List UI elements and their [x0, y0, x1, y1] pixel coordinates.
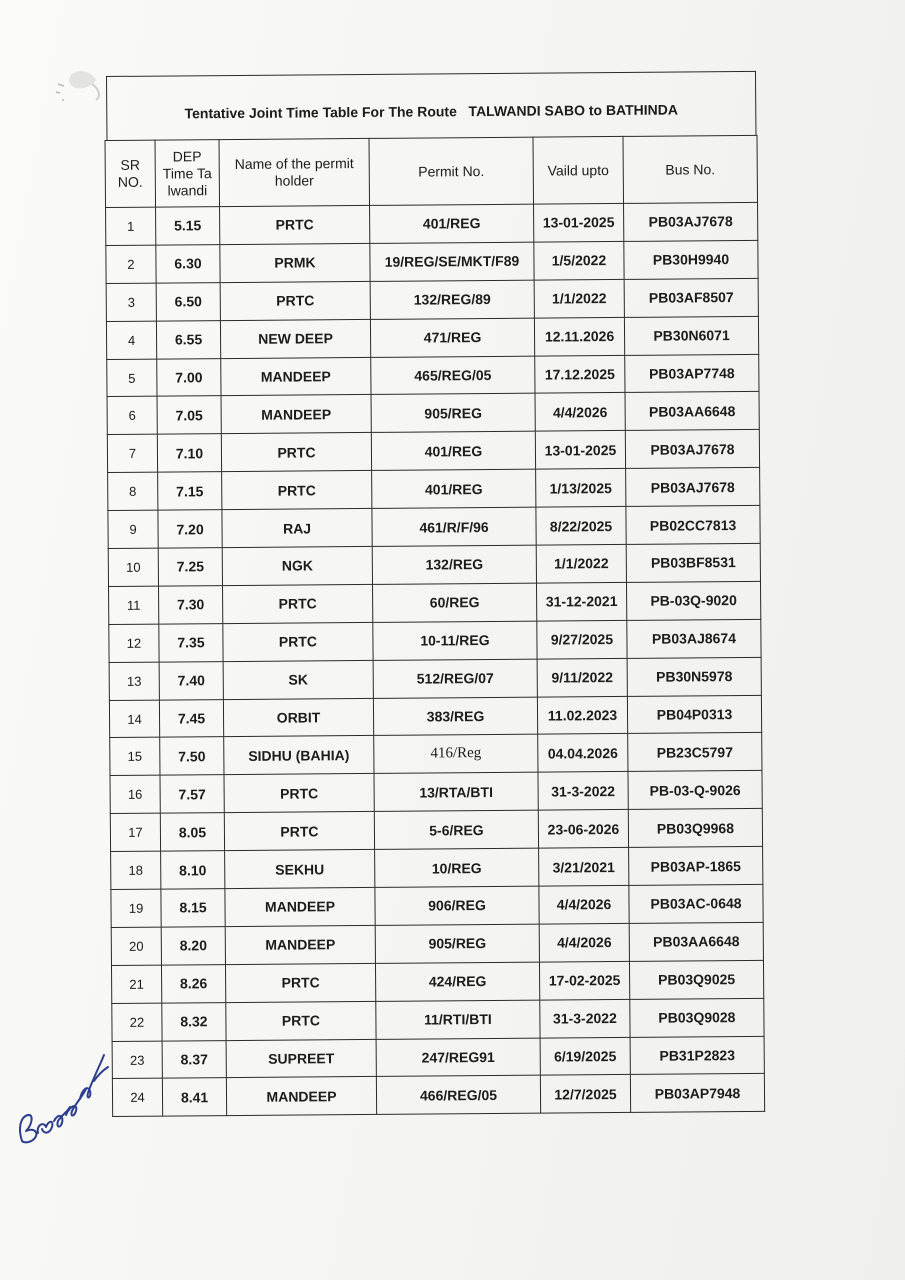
row-dep-time: 8.32 [162, 1002, 226, 1040]
row-dep-time: 7.57 [160, 775, 224, 813]
row-sr: 20 [111, 927, 161, 965]
row-valid-upto: 31-12-2021 [536, 582, 626, 621]
row-sr: 16 [110, 775, 160, 813]
row-permit-no: 905/REG [375, 924, 539, 963]
header-dep-time: DEP Time Ta lwandi [155, 140, 220, 208]
row-permit-holder: PRTC [225, 963, 375, 1002]
row-dep-time: 7.20 [158, 510, 222, 548]
row-permit-holder: MANDEEP [225, 925, 375, 964]
row-valid-upto: 12/7/2025 [540, 1075, 630, 1114]
row-permit-no: 905/REG [371, 394, 535, 433]
row-sr: 7 [107, 434, 157, 472]
row-permit-no: 5-6/REG [374, 810, 538, 849]
row-permit-no: 132/REG/89 [370, 280, 534, 319]
row-permit-no: 512/REG/07 [373, 659, 537, 698]
row-bus-no: PB03AA6648 [629, 922, 763, 961]
row-valid-upto: 17.12.2025 [535, 355, 625, 394]
row-sr: 22 [112, 1003, 162, 1041]
row-valid-upto: 6/19/2025 [540, 1037, 630, 1076]
row-permit-holder: PRTC [222, 471, 372, 510]
table-row [109, 657, 761, 700]
row-permit-holder: PRTC [220, 281, 370, 320]
table-row [111, 960, 763, 1003]
row-valid-upto: 1/5/2022 [534, 241, 624, 280]
timetable-title [106, 71, 756, 140]
row-valid-upto: 31-3-2022 [538, 772, 628, 811]
table-row [111, 884, 763, 927]
row-bus-no: PB23C5797 [628, 733, 762, 772]
row-sr: 17 [110, 813, 160, 851]
row-permit-holder: ORBIT [223, 698, 373, 737]
row-permit-no: 401/REG [372, 469, 536, 508]
row-permit-holder: MANDEEP [221, 357, 371, 396]
row-dep-time: 8.37 [162, 1040, 226, 1078]
row-permit-holder: SEKHU [225, 850, 375, 889]
table-row [109, 619, 761, 662]
row-dep-time: 7.40 [159, 661, 223, 699]
row-valid-upto: 4/4/2026 [539, 885, 629, 924]
row-valid-upto: 1/1/2022 [534, 279, 624, 318]
header-valid-upto: Vaild upto [533, 136, 624, 204]
row-permit-holder: PRTC [224, 812, 374, 851]
row-sr: 6 [107, 397, 157, 435]
table-row [109, 695, 761, 738]
row-bus-no: PB-03-Q-9026 [628, 771, 762, 810]
row-permit-no: 466/REG/05 [376, 1076, 540, 1115]
row-dep-time: 7.10 [157, 434, 221, 472]
row-bus-no: PB03Q9028 [630, 998, 764, 1037]
row-sr: 19 [111, 889, 161, 927]
row-valid-upto: 13-01-2025 [534, 203, 624, 242]
row-bus-no: PB30H9940 [624, 240, 758, 279]
row-permit-no: 401/REG [370, 204, 534, 243]
table-row [107, 392, 759, 435]
row-bus-no: PB03BF8531 [626, 543, 760, 582]
title-prefix: Tentative Joint Time Table For The Route [184, 102, 457, 121]
row-dep-time: 8.41 [162, 1078, 226, 1116]
table-row [110, 809, 762, 852]
row-valid-upto: 13-01-2025 [535, 431, 625, 470]
header-row [105, 135, 758, 207]
row-dep-time: 6.50 [156, 282, 220, 320]
row-dep-time: 7.25 [158, 548, 222, 586]
table-row [111, 846, 763, 889]
timetable [104, 71, 764, 1123]
row-bus-no: PB03AP-1865 [629, 846, 763, 885]
row-sr: 14 [109, 700, 159, 738]
table-row [109, 581, 761, 624]
row-dep-time: 8.26 [161, 964, 225, 1002]
row-sr: 8 [108, 472, 158, 510]
row-bus-no: PB30N5978 [627, 657, 761, 696]
row-sr: 13 [109, 662, 159, 700]
row-bus-no: PB03AP7948 [630, 1074, 764, 1113]
table-row [106, 202, 758, 245]
row-permit-holder: MANDEEP [225, 887, 375, 926]
row-valid-upto: 4/4/2026 [535, 393, 625, 432]
row-permit-no: 10-11/REG [373, 621, 537, 660]
row-permit-holder: PRMK [220, 243, 370, 282]
row-dep-time: 8.05 [160, 813, 224, 851]
row-bus-no: PB03AP7748 [625, 354, 759, 393]
row-permit-no: 11/RTI/BTI [376, 1000, 540, 1039]
row-bus-no: PB03AF8507 [624, 278, 758, 317]
row-sr: 15 [110, 738, 160, 776]
row-bus-no: PB03AC-0648 [629, 884, 763, 923]
row-sr: 18 [111, 851, 161, 889]
row-valid-upto: 9/27/2025 [537, 620, 627, 659]
table-row [106, 316, 758, 359]
header-permit-holder: Name of the permit holder [219, 138, 370, 206]
row-sr: 12 [109, 624, 159, 662]
row-permit-holder: SIDHU (BAHIA) [224, 736, 374, 775]
row-permit-holder: MANDEEP [221, 395, 371, 434]
row-sr: 11 [109, 586, 159, 624]
row-permit-holder: NEW DEEP [220, 319, 370, 358]
row-permit-no: 471/REG [370, 318, 534, 357]
table-row [112, 998, 764, 1041]
header-bus-no: Bus No. [623, 135, 758, 203]
title-route: TALWANDI SABO to BATHINDA [468, 100, 679, 119]
row-permit-no: 465/REG/05 [371, 356, 535, 395]
row-valid-upto: 4/4/2026 [539, 923, 629, 962]
row-bus-no: PB03AJ8674 [627, 619, 761, 658]
row-dep-time: 8.15 [161, 889, 225, 927]
row-permit-no: 132/REG [372, 545, 536, 584]
row-permit-no: 247/REG91 [376, 1038, 540, 1077]
row-permit-no: 424/REG [375, 962, 539, 1001]
row-sr: 23 [112, 1041, 162, 1079]
row-dep-time: 7.05 [157, 396, 221, 434]
row-permit-no: 461/R/F/96 [372, 507, 536, 546]
paper-smudge [52, 66, 112, 110]
table-row [112, 1074, 764, 1117]
table-row [108, 505, 760, 548]
row-permit-holder: NGK [222, 546, 372, 585]
row-dep-time: 7.15 [158, 472, 222, 510]
row-valid-upto: 11.02.2023 [537, 696, 627, 735]
table-row [108, 468, 760, 511]
row-sr: 1 [106, 207, 156, 245]
row-dep-time: 5.15 [156, 207, 220, 245]
row-permit-no: 13/RTA/BTI [374, 772, 538, 811]
row-permit-no: 60/REG [373, 583, 537, 622]
row-valid-upto: 31-3-2022 [540, 999, 630, 1038]
row-sr: 4 [106, 321, 156, 359]
table-row [111, 922, 763, 965]
row-bus-no: PB31P2823 [630, 1036, 764, 1075]
row-bus-no: PB03Q9025 [629, 960, 763, 999]
row-permit-no: 401/REG [371, 431, 535, 470]
row-dep-time: 6.55 [156, 320, 220, 358]
row-bus-no: PB30N6071 [624, 316, 758, 355]
row-permit-holder: PRTC [223, 622, 373, 661]
row-valid-upto: 8/22/2025 [536, 507, 626, 546]
row-sr: 5 [107, 359, 157, 397]
row-dep-time: 6.30 [156, 244, 220, 282]
table-row [112, 1036, 764, 1079]
table-row [106, 278, 758, 321]
table-row [108, 543, 760, 586]
row-bus-no: PB03AJ7678 [626, 468, 760, 507]
handwritten-signature [8, 1025, 118, 1155]
row-bus-no: PB04P0313 [627, 695, 761, 734]
row-permit-no: 416/Reg [374, 735, 538, 774]
row-permit-holder: PRTC [226, 1001, 376, 1040]
row-permit-no: 383/REG [373, 697, 537, 736]
row-valid-upto: 23-06-2026 [538, 810, 628, 849]
row-dep-time: 7.00 [157, 358, 221, 396]
row-bus-no: PB03AJ7678 [625, 430, 759, 469]
row-permit-holder: MANDEEP [226, 1077, 376, 1116]
header-permit-no: Permit No. [369, 137, 534, 205]
row-bus-no: PB03AJ7678 [624, 202, 758, 241]
row-valid-upto: 1/13/2025 [536, 469, 626, 508]
row-sr: 9 [108, 510, 158, 548]
row-dep-time: 8.20 [161, 926, 225, 964]
header-sr: SR NO. [105, 140, 156, 207]
row-permit-holder: RAJ [222, 509, 372, 548]
row-permit-holder: PRTC [221, 433, 371, 472]
row-permit-holder: PRTC [224, 774, 374, 813]
row-permit-no: 906/REG [375, 886, 539, 925]
row-valid-upto: 1/1/2022 [536, 544, 626, 583]
table-row [107, 430, 759, 473]
row-valid-upto: 3/21/2021 [539, 848, 629, 887]
table-row [110, 771, 762, 814]
row-permit-holder: PRTC [223, 584, 373, 623]
row-permit-holder: PRTC [220, 205, 370, 244]
row-bus-no: PB-03Q-9020 [626, 581, 760, 620]
row-sr: 24 [112, 1079, 162, 1117]
row-sr: 10 [108, 548, 158, 586]
row-valid-upto: 12.11.2026 [534, 317, 624, 356]
row-bus-no: PB03Q9968 [628, 809, 762, 848]
row-sr: 3 [106, 283, 156, 321]
table-row [110, 733, 762, 776]
row-permit-no: 10/REG [375, 848, 539, 887]
row-sr: 2 [106, 245, 156, 283]
row-dep-time: 7.50 [160, 737, 224, 775]
row-permit-no: 19/REG/SE/MKT/F89 [370, 242, 534, 281]
row-permit-holder: SK [223, 660, 373, 699]
table-row [106, 240, 758, 283]
row-valid-upto: 17-02-2025 [539, 961, 629, 1000]
row-dep-time: 7.35 [159, 623, 223, 661]
row-valid-upto: 9/11/2022 [537, 658, 627, 697]
row-bus-no: PB03AA6648 [625, 392, 759, 431]
row-bus-no: PB02CC7813 [626, 505, 760, 544]
timetable-grid [105, 135, 766, 1117]
row-dep-time: 7.45 [159, 699, 223, 737]
row-dep-time: 8.10 [161, 851, 225, 889]
row-sr: 21 [111, 965, 161, 1003]
table-row [107, 354, 759, 397]
row-permit-holder: SUPREET [226, 1039, 376, 1078]
row-dep-time: 7.30 [159, 585, 223, 623]
row-valid-upto: 04.04.2026 [538, 734, 628, 773]
